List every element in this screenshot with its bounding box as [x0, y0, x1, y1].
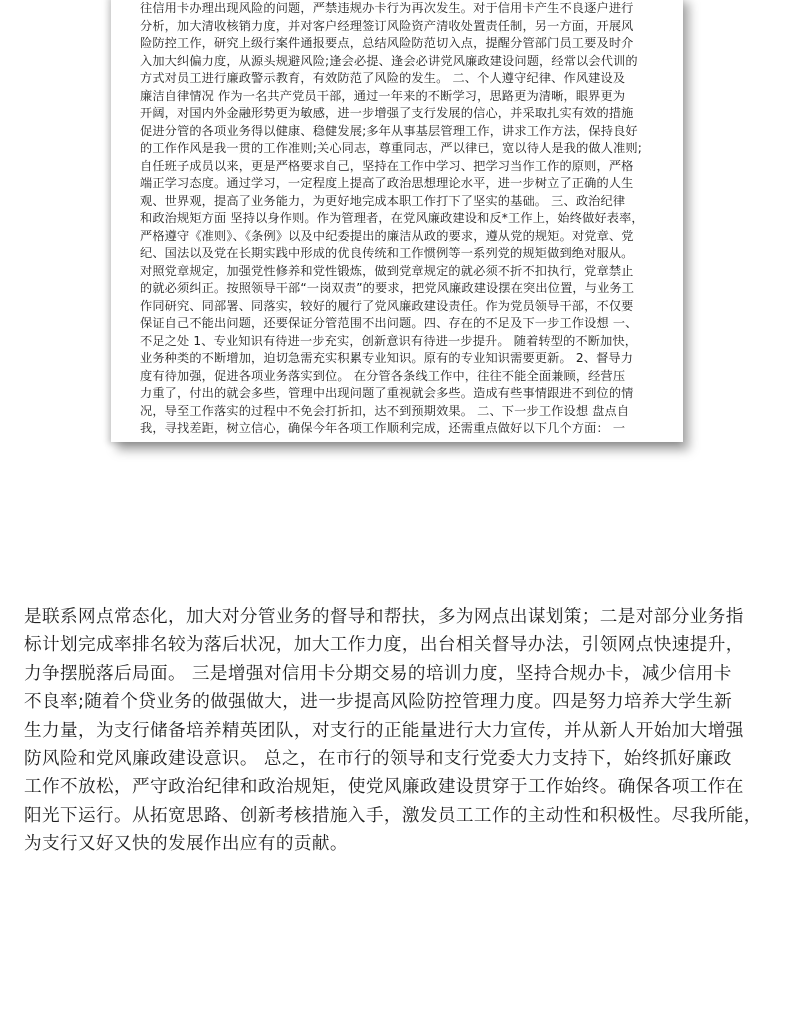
page-text-line: 保证自己不能出问题，还要保证分管范围不出问题。四、存在的不足及下一步工作设想 一、: [140, 316, 638, 330]
continuation-text-line: 工作不放松，严守政治纪律和政治规矩，使党风廉政建设贯穿于工作始终。确保各项工作在: [24, 777, 744, 798]
page-text-line: 作同研究、同部署、同落实，较好的履行了党风廉政建设责任。作为党员领导干部，不仅要: [140, 298, 634, 313]
page-text-line: 业务种类的不断增加，迫切急需充实积累专业知识。原有的专业知识需要更新。 2、督导力: [140, 351, 634, 365]
page-text-line: 险防控工作，研究上级行案件通报要点，总结风险防范切入点，提醒分管部门员工要及时介: [140, 36, 634, 50]
page-text-line: 我，寻找差距，树立信心，确保今年各项工作顺利完成，还需重点做好以下几个方面： 一: [140, 421, 626, 435]
continuation-text-line: 是联系网点常态化，加大对分管业务的督导和帮扶，多为网点出谋划策；二是对部分业务指: [24, 607, 744, 627]
continuation-text-block: [24, 603, 784, 859]
page-text-line: 对照党章规定，加强党性修养和党性锻炼，做到党章规定的就必须不折不扣执行，党章禁止: [140, 263, 634, 278]
page-text-line: 往信用卡办理出现风险的问题，严禁违规办卡行为再次发生。对于信用卡产生不良逐户进行: [140, 1, 634, 15]
continuation-text-line: 阳光下运行。从拓宽思路、创新考核措施入手，激发员工工作的主动性和积极性。尽我所能，: [24, 805, 762, 826]
page-text-line: 力重了，付出的就会多些，管理中出现问题了重视就会多些。造成有些事情跟进不到位的情: [140, 386, 634, 400]
page-text-line: 入加大纠偏力度，从源头规避风险;逢会必提、逢会必讲党风廉政建设问题，经常以会代训的: [140, 53, 638, 68]
page-text-line: 纪、国法以及党在长期实践中形成的优良传统和工作惯例等一系列党的规矩做到绝对服从。: [140, 246, 634, 260]
continuation-text-line: 为支行又好又快的发展作出应有的贡献。: [24, 834, 348, 855]
page-text-line: 严格遵守《准则》、《条例》以及中纪委提出的廉洁从政的要求，遵从党的规矩。对党章、党: [140, 228, 634, 243]
page-text-line: 观、世界观，提高了业务能力，为更好地完成本职工作打下了坚实的基础。 三、政治纪律: [140, 193, 626, 208]
page-text-line: 分析，加大清收核销力度，并对客户经理签订风险资产清收处置责任制，另一方面，开展风: [140, 18, 634, 33]
page-text-line: 促进分管的各项业务得以健康、稳健发展;多年从事基层管理工作，讲求工作方法，保持良好: [140, 123, 638, 138]
page-text-line: 方式对员工进行廉政警示教育，有效防范了风险的发生。 二、个人遵守纪律、作风建设及: [140, 71, 626, 85]
page-text-line: 的就必须纠正。按照领导干部“一岗双责”的要求，把党风廉政建设摆在突出位置，与业务工: [140, 281, 635, 295]
page-text-line: 的工作作风是我一贯的工作准则;关心同志，尊重同志，严以律已，宽以待人是我的做人准则;: [140, 141, 643, 155]
page-text-line: 开阔，对国内外金融形势更为敏感，进一步增强了支行发展的信心，并采取扎实有效的措施: [140, 106, 634, 120]
page-text-line: 况，导至工作落实的过程中不免会打折扣，达不到预期效果。 二、下一步工作设想 盘点自: [140, 403, 630, 418]
page-text-line: 廉洁自律情况 作为一名共产党员干部，通过一年来的不断学习，思路更为清晰，眼界更为: [140, 88, 626, 103]
continuation-text-line: 标计划完成率排名较为落后状况，加大工作力度，出台相关督导办法，引领网点快速提升，: [24, 635, 744, 656]
page-text-line: 自任班子成员以来，更是严格要求自己，坚持在工作中学习、把学习当作工作的原则，严格: [140, 158, 634, 173]
continuation-text-line: 力争摆脱落后局面。 三是增强对信用卡分期交易的培训力度，坚持合规办卡，减少信用卡: [24, 663, 732, 684]
page-text-line: 端正学习态度。通过学习，一定程度上提高了政治思想理论水平，进一步树立了正确的人生: [140, 176, 634, 190]
page-text-line: 不足之处 1、专业知识有待进一步充实，创新意识有待进一步提升。 随着转型的不断加快，: [140, 333, 638, 348]
page-body-text: [140, 0, 658, 438]
continuation-text-line: 生力量，为支行储备培养精英团队，对支行的正能量进行大力宣传，并从新人开始加大增强: [24, 720, 744, 741]
continuation-text-line: 防风险和党风廉政建设意识。 总之，在市行的领导和支行党委大力支持下，始终抓好廉政: [24, 748, 732, 769]
page-text-line: 度有待加强，促进各项业务落实到位。 在分管各条线工作中，往往不能全面兼顾，经营压: [140, 368, 626, 383]
page-text-line: 和政治规矩方面 坚持以身作则。作为管理者，在党风廉政建设和反*工作上，始终做好表率，: [140, 211, 644, 225]
document-page-preview: [111, 0, 683, 442]
continuation-text-line: 不良率;随着个贷业务的做强做大，进一步提高风险防控管理力度。四是努力培养大学生新: [24, 692, 733, 713]
